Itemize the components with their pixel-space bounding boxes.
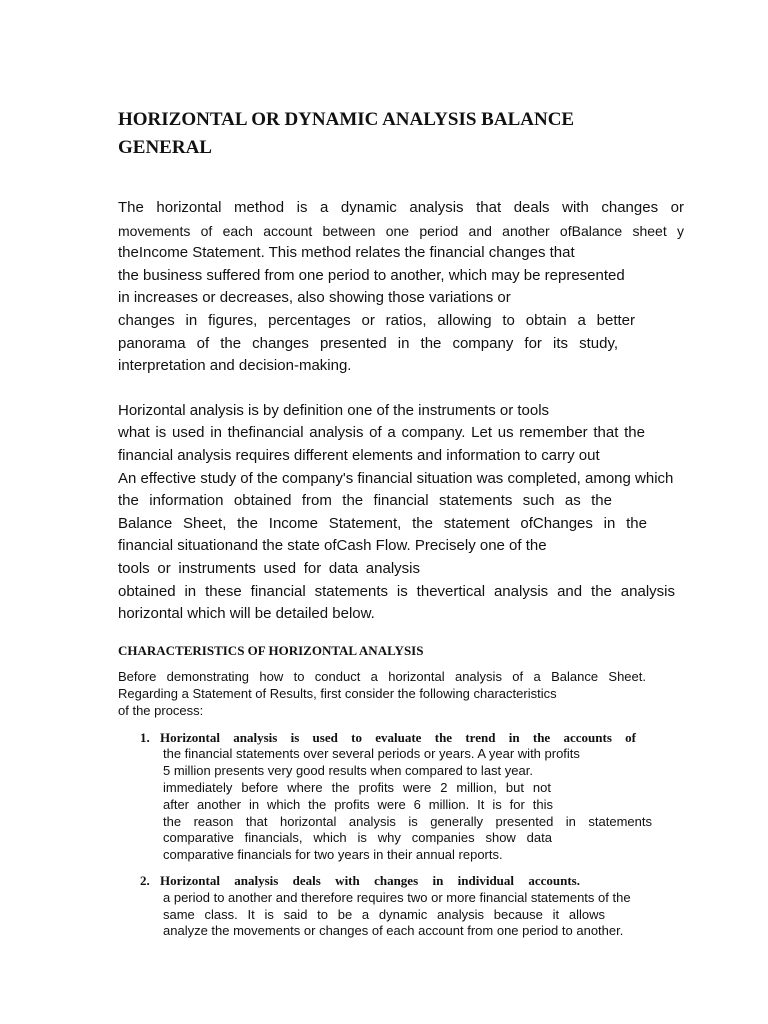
list-item-body [163, 890, 665, 940]
paragraph-line: movements of each account between one period and another ofBalance sheet y [118, 222, 684, 239]
characteristics-intro [118, 668, 684, 719]
list-item-line: a period to another and therefore requires two or more financial statements of the [163, 889, 631, 905]
paragraph-line: the business suffered from one period to another, which may be represented [118, 266, 625, 284]
paragraph-line: horizontal which will be detailed below. [118, 605, 375, 623]
document-page [118, 106, 684, 949]
list-item-heading: Horizontal analysis deals with changes in individual accounts. [160, 873, 580, 889]
paragraph-line: Horizontal analysis is by definition one of the instruments or tools [118, 401, 550, 419]
intro-line: Regarding a Statement of Results, first consider the following characteristics [118, 685, 557, 701]
list-item-body [163, 746, 665, 864]
list-item-line: the financial statements over several periods or years. A year with profits [163, 746, 580, 762]
list-item-number: 2. [140, 873, 150, 889]
paragraph-line: financial analysis requires different elements and information to carry out [118, 446, 600, 464]
list-item-line: immediately before where the profits were 2 million, but not [163, 780, 551, 796]
paragraph-horizontal-method [118, 197, 684, 378]
list-item-line: comparative financials, which is why companies show data [163, 830, 552, 846]
paragraph-line: obtained in these financial statements is thevertical analysis and the analysis [118, 582, 675, 600]
list-item-line: same class. It is said to be a dynamic analysis because it allows [163, 906, 605, 922]
list-item-line: 5 million presents very good results when compared to last year. [163, 763, 533, 779]
list-item-line: after another in which the profits were 6 million. It is for this [163, 796, 553, 812]
list-item [118, 730, 684, 864]
list-item-heading: Horizontal analysis is used to evaluate the trend in the accounts of [160, 729, 636, 745]
paragraph-line: The horizontal method is a dynamic analysis that deals with changes or [118, 199, 684, 216]
paragraph-line: Balance Sheet, the Income Statement, the statement ofChanges in the [118, 514, 647, 532]
paragraph-line: interpretation and decision-making. [118, 357, 352, 375]
list-item-number: 1. [140, 729, 150, 745]
paragraph-line: panorama of the changes presented in the company for its study, [118, 334, 618, 352]
list-item-line: analyze the movements or changes of each account from one period to another. [163, 923, 624, 939]
paragraph-line: changes in figures, percentages or ratios, allowing to obtain a better [118, 311, 635, 329]
paragraph-line: theIncome Statement. This method relates the financial changes that [118, 244, 575, 262]
characteristics-list [118, 730, 684, 941]
paragraph-line: tools or instruments used for data analysis [118, 559, 420, 577]
paragraph-line: financial situationand the state ofCash Flow. Precisely one of the [118, 537, 547, 555]
list-item-line: comparative financials for two years in their annual reports. [163, 847, 503, 863]
list-item [118, 873, 684, 940]
paragraph-line: the information obtained from the financial statements such as the [118, 492, 612, 510]
document-title [118, 106, 684, 162]
paragraph-line: in increases or decreases, also showing those variations or [118, 289, 511, 307]
paragraph-line: what is used in thefinancial analysis of a company. Let us remember that the [118, 424, 645, 442]
intro-line: Before demonstrating how to conduct a horizontal analysis of a Balance Sheet. [118, 668, 646, 684]
section-heading: CHARACTERISTICS OF HORIZONTAL ANALYSIS [118, 642, 424, 658]
document-title-line-2: GENERAL [118, 137, 212, 158]
list-item-line: the reason that horizontal analysis is generally presented in statements [163, 813, 652, 829]
intro-line: of the process: [118, 702, 204, 718]
paragraph-horizontal-definition [118, 400, 684, 626]
paragraph-line: An effective study of the company's financial situation was completed, among which [118, 469, 674, 487]
document-title-line-1: HORIZONTAL OR DYNAMIC ANALYSIS BALANCE [118, 109, 575, 130]
